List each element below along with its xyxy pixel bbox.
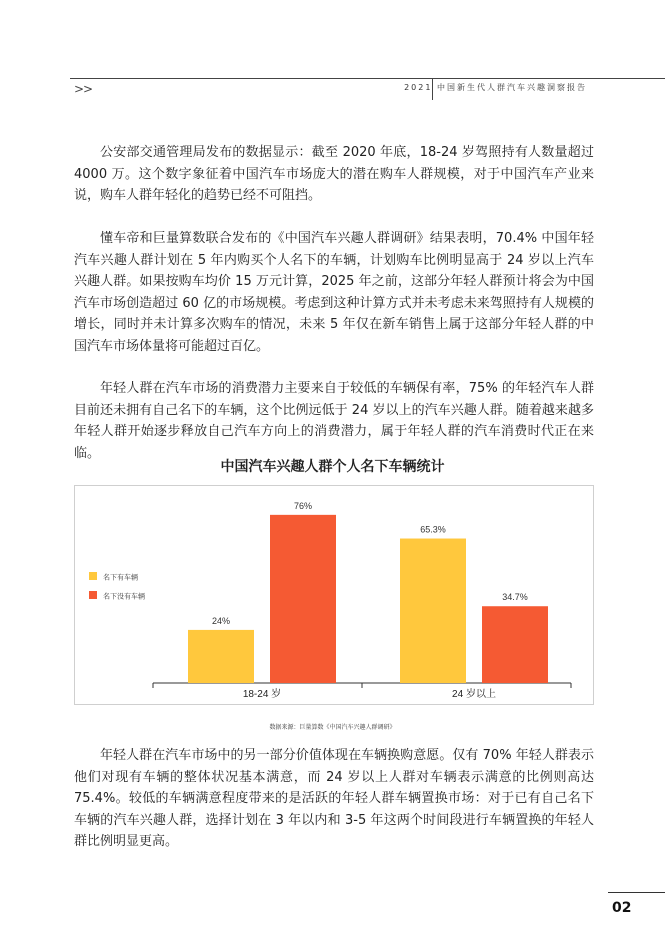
legend-label-1: 名下没有车辆 (103, 593, 145, 601)
paragraph-1: 公安部交通管理局发布的数据显示：截至 2020 年底，18-24 岁驾照持有人数量超过 4000 万。这个数字象征着中国汽车市场庞大的潜在购车人群规模，对于中国汽车产业来说，购车人群年轻化的趋势已经不可阻挡。 (74, 145, 594, 203)
chart-panel (74, 485, 594, 705)
header-rule (70, 78, 665, 79)
bar-has-vehicle-1 (400, 539, 466, 683)
bar-no-vehicle-0 (270, 515, 336, 683)
x-tick-label-1: 24 岁以上 (452, 689, 496, 700)
x-tick-label-0: 18-24 岁 (242, 689, 282, 700)
paragraph-3: 年轻人群在汽车市场的消费潜力主要来自于较低的车辆保有率，75% 的年轻汽车人群目前还未拥有自己名下的车辆，这个比例远低于 24 岁以上的汽车兴趣人群。随着越来越多年轻人群开始逐步释放自己汽车方向上的消费潜力，属于年轻人群的汽车消费时代正在来临。 (74, 381, 594, 461)
page-header (70, 70, 665, 100)
data-source-note: 数据来源：巨量算数《中国汽车兴趣人群调研》 (269, 724, 396, 731)
double-chevron-icon: >> (74, 82, 93, 96)
chart-title: 中国汽车兴趣人群个人名下车辆统计 (220, 459, 445, 475)
legend-label-0: 名下有车辆 (103, 574, 138, 582)
bar-no-vehicle-1 (482, 606, 548, 683)
legend-swatch-0 (89, 572, 97, 580)
data-label-has-vehicle-0: 24% (211, 615, 231, 626)
bar-chart (75, 486, 595, 706)
paragraph-2: 懂车帝和巨量算数联合发布的《中国汽车兴趣人群调研》结果表明，70.4% 中国年轻汽车兴趣人群计划在 5 年内购买个人名下的车辆，计划购车比例明显高于 24 岁以上汽车兴趣人群。如果按购车均价 15 万元计算，2025 年之前，这部分年轻人群预计将会为中国汽车市场创造超过 60 亿的市场规模。考虑到这种计算方式并未考虑未来驾照持有人规模的增长，同时并未计算多次购车的情况，未来 5 年仅在新车销售上属于这部分年轻人群的中国汽车市场体量将可能超过百亿。 (74, 231, 594, 354)
paragraph-4: 年轻人群在汽车市场中的另一部分价值体现在车辆换购意愿。仅有 70% 年轻人群表示他们对现有车辆的整体状况基本满意，而 24 岁以上人群对车辆表示满意的比例则高达 75.4%。较低的车辆满意程度带来的是活跃的年轻人群车辆置换市场：对于已有自己名下车辆的汽车兴趣人群，选择计划在 3 年以内和 3-5 年这两个时间段进行车辆置换的年轻人群比例明显更高。 (74, 748, 594, 849)
data-label-no-vehicle-1: 34.7% (502, 592, 528, 603)
page-number: 02 (612, 900, 632, 916)
data-label-has-vehicle-1: 65.3% (420, 524, 446, 535)
data-label-no-vehicle-0: 76% (293, 500, 313, 511)
footer-rule (608, 892, 665, 893)
legend-swatch-1 (89, 591, 97, 599)
bar-has-vehicle-0 (188, 630, 254, 683)
report-title: 2021 中国新生代人群汽车兴趣洞察报告 (404, 83, 587, 92)
